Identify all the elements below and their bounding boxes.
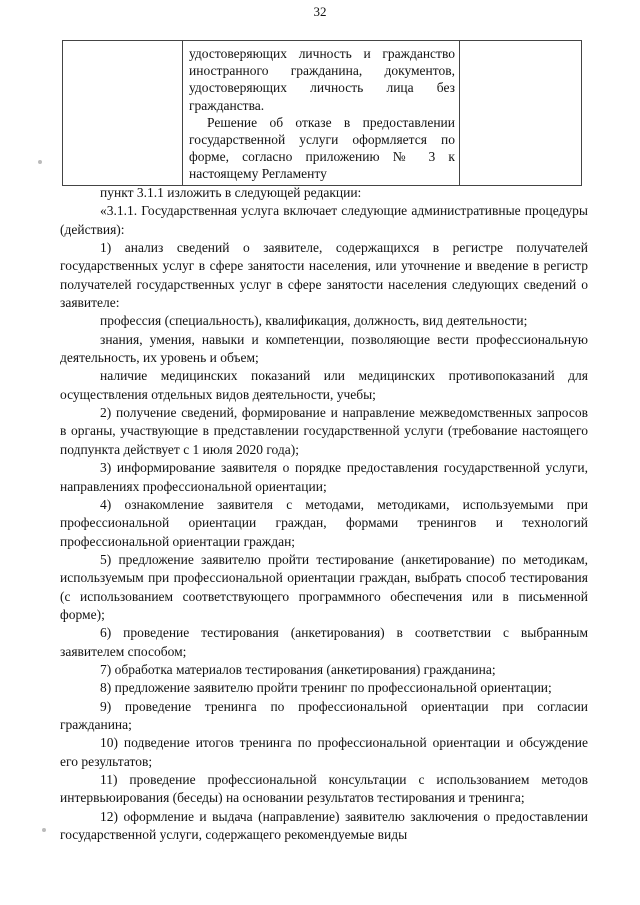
paragraph-item-5: 5) предложение заявителю пройти тестирование (анкетирование) по методикам, используемым при профессиональной ориентации граждан, выбрать способ тестирования (с использованием соответствующего программного обеспечения или в письменной форме); xyxy=(60,551,588,622)
scan-artifact-dot xyxy=(42,828,46,832)
paragraph-item-2: 2) получение сведений, формирование и направление межведомственных запросов в органы, участвующие в представлении государственной услуги (требование настоящего подпункта действует с 1 июля 2020 года); xyxy=(60,405,588,457)
paragraph-item-4: 4) ознакомление заявителя с методами, методиками, используемыми при профессиональной ориентации граждан, формами тренингов и технологий профессиональной ориентации граждан; xyxy=(60,496,588,549)
paragraph-item-3: 3) информирование заявителя о порядке предоставления государственной услуги, направлениях профессиональной ориентации; xyxy=(60,460,588,494)
paragraph-subitem: наличие медицинских показаний или медицинских противопоказаний для осуществления отдельных видов деятельности, учебы; xyxy=(60,368,588,402)
scan-artifact-dot xyxy=(38,160,42,164)
table-text-cell xyxy=(183,41,461,185)
paragraph-item-8: 8) предложение заявителю пройти тренинг по профессиональной ориентации; xyxy=(100,680,552,696)
paragraph-item-12: 12) оформление и выдача (направление) заявителю заключения о предоставлении государственной услуги, содержащего рекомендуемые виды xyxy=(60,808,588,843)
form-table xyxy=(62,40,582,186)
paragraph-item-1: 1) анализ сведений о заявителе, содержащихся в регистре получателей государственных услуг в сфере занятости населения, или уточнение и введение в регистр получателей государственных услуг в сфере занятости населения следующих сведений о заявителе: xyxy=(60,240,588,311)
paragraph-item-7: 7) обработка материалов тестирования (анкетирования) гражданина; xyxy=(100,661,496,677)
table-cell-paragraph: Решение об отказе в предоставлении государственной услуги оформляется по форме, согласно приложению № 3 к настоящему Регламенту xyxy=(189,114,455,182)
paragraph-subitem: профессия (специальность), квалификация, должность, вид деятельности; xyxy=(100,313,528,329)
paragraph-amendment-intro: пункт 3.1.1 изложить в следующей редакции: xyxy=(100,185,362,200)
page-number: 32 xyxy=(313,4,327,19)
paragraph-subitem: знания, умения, навыки и компетенции, позволяющие вести профессиональную деятельность, их уровень и объем; xyxy=(60,331,588,366)
paragraph-item-6: 6) проведение тестирования (анкетирования) в соответствии с выбранным заявителем способом; xyxy=(60,625,588,659)
document-body xyxy=(60,184,588,844)
paragraph-item-10: 10) подведение итогов тренинга по профессиональной ориентации и обсуждение его результатов; xyxy=(60,735,588,769)
table-cell-paragraph: удостоверяющих личность и гражданство иностранного гражданина, документов, удостоверяющих личность лица без гражданства. xyxy=(189,46,455,113)
paragraph-item-11: 11) проведение профессиональной консультации с использованием методов интервьюирования (беседы) на основании результатов тестирования и тренинга; xyxy=(60,772,588,806)
table-empty-cell-left xyxy=(63,41,183,185)
table-empty-cell-right xyxy=(459,41,581,185)
paragraph-item-9: 9) проведение тренинга по профессиональной ориентации при согласии гражданина; xyxy=(60,698,588,732)
paragraph-3-1-1: «3.1.1. Государственная услуга включает следующие административные процедуры (действия): xyxy=(60,203,588,237)
